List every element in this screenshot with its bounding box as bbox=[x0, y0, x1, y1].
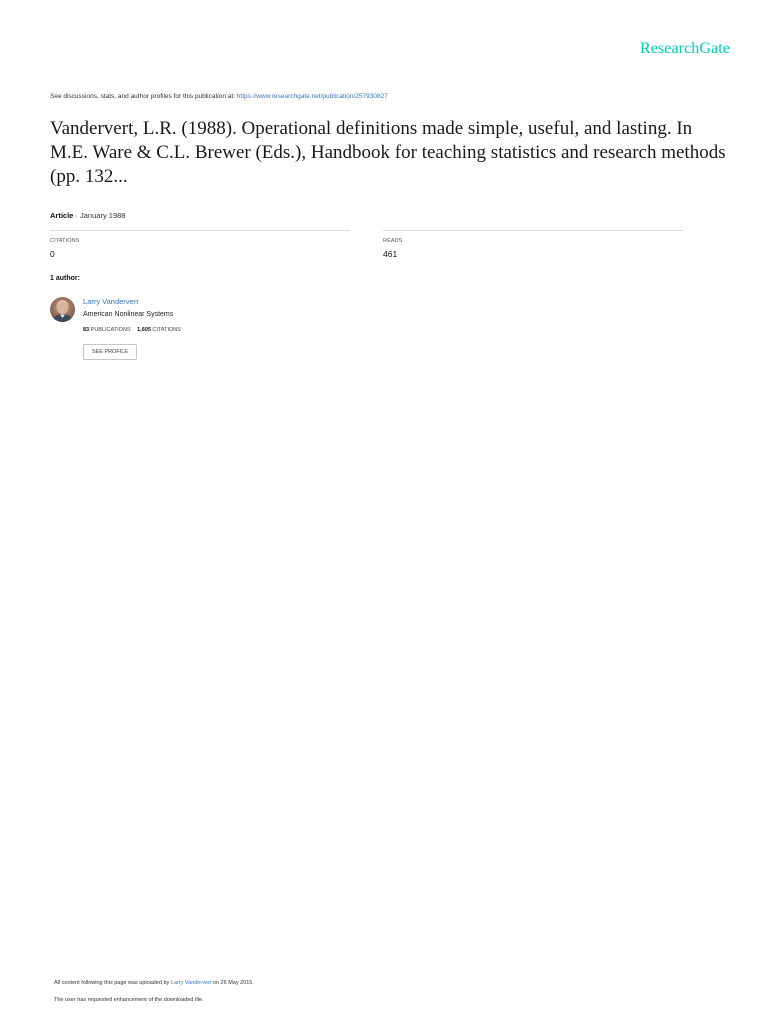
reads-value: 461 bbox=[383, 249, 398, 259]
citations-value: 0 bbox=[50, 249, 55, 259]
author-stats bbox=[83, 327, 181, 333]
author-institution: American Nonlinear Systems bbox=[83, 311, 174, 318]
author-photo-icon bbox=[50, 297, 75, 322]
publication-meta bbox=[50, 211, 125, 220]
upload-note bbox=[54, 980, 254, 986]
publication-title: Vandervert, L.R. (1988). Operational definitions made simple, useful, and lasting. In M.E. Ware & C.L. Brewer (Eds.), Handbook for teaching statistics and research methods (pp. 132... bbox=[50, 118, 726, 187]
author-citations-count: 1,605 bbox=[137, 327, 151, 333]
discussion-text: See discussions, stats, and author profiles for this publication at: bbox=[50, 93, 237, 100]
author-publications-label: PUBLICATIONS bbox=[90, 327, 131, 333]
publication-date: · January 1988 bbox=[73, 211, 126, 220]
uploader-link[interactable]: Larry Vandervert bbox=[170, 980, 212, 986]
citations-stat bbox=[50, 230, 350, 259]
upload-suffix: on 26 May 2015. bbox=[211, 980, 254, 986]
publication-link[interactable]: https://www.researchgate.net/publication/257930827 bbox=[236, 93, 388, 100]
discussion-note bbox=[50, 93, 388, 100]
citations-label: CITATIONS bbox=[50, 238, 80, 244]
authors-heading: 1 author: bbox=[50, 275, 80, 282]
author-publications-count: 83 bbox=[83, 327, 90, 333]
upload-prefix: All content following this page was uploaded by bbox=[54, 980, 171, 986]
researchgate-logo[interactable]: ResearchGate bbox=[639, 40, 730, 57]
reads-stat bbox=[383, 230, 684, 259]
author-citations-label: CITATIONS bbox=[152, 327, 181, 333]
author-avatar[interactable] bbox=[50, 297, 75, 322]
reads-label: READS bbox=[383, 238, 403, 244]
publication-type: Article bbox=[50, 211, 74, 220]
author-name[interactable]: Larry Vandervert bbox=[83, 297, 139, 306]
enhancement-note: The user has requested enhancement of the downloaded file. bbox=[54, 997, 204, 1003]
see-profile-button[interactable]: SEE PROFILE bbox=[83, 344, 137, 360]
